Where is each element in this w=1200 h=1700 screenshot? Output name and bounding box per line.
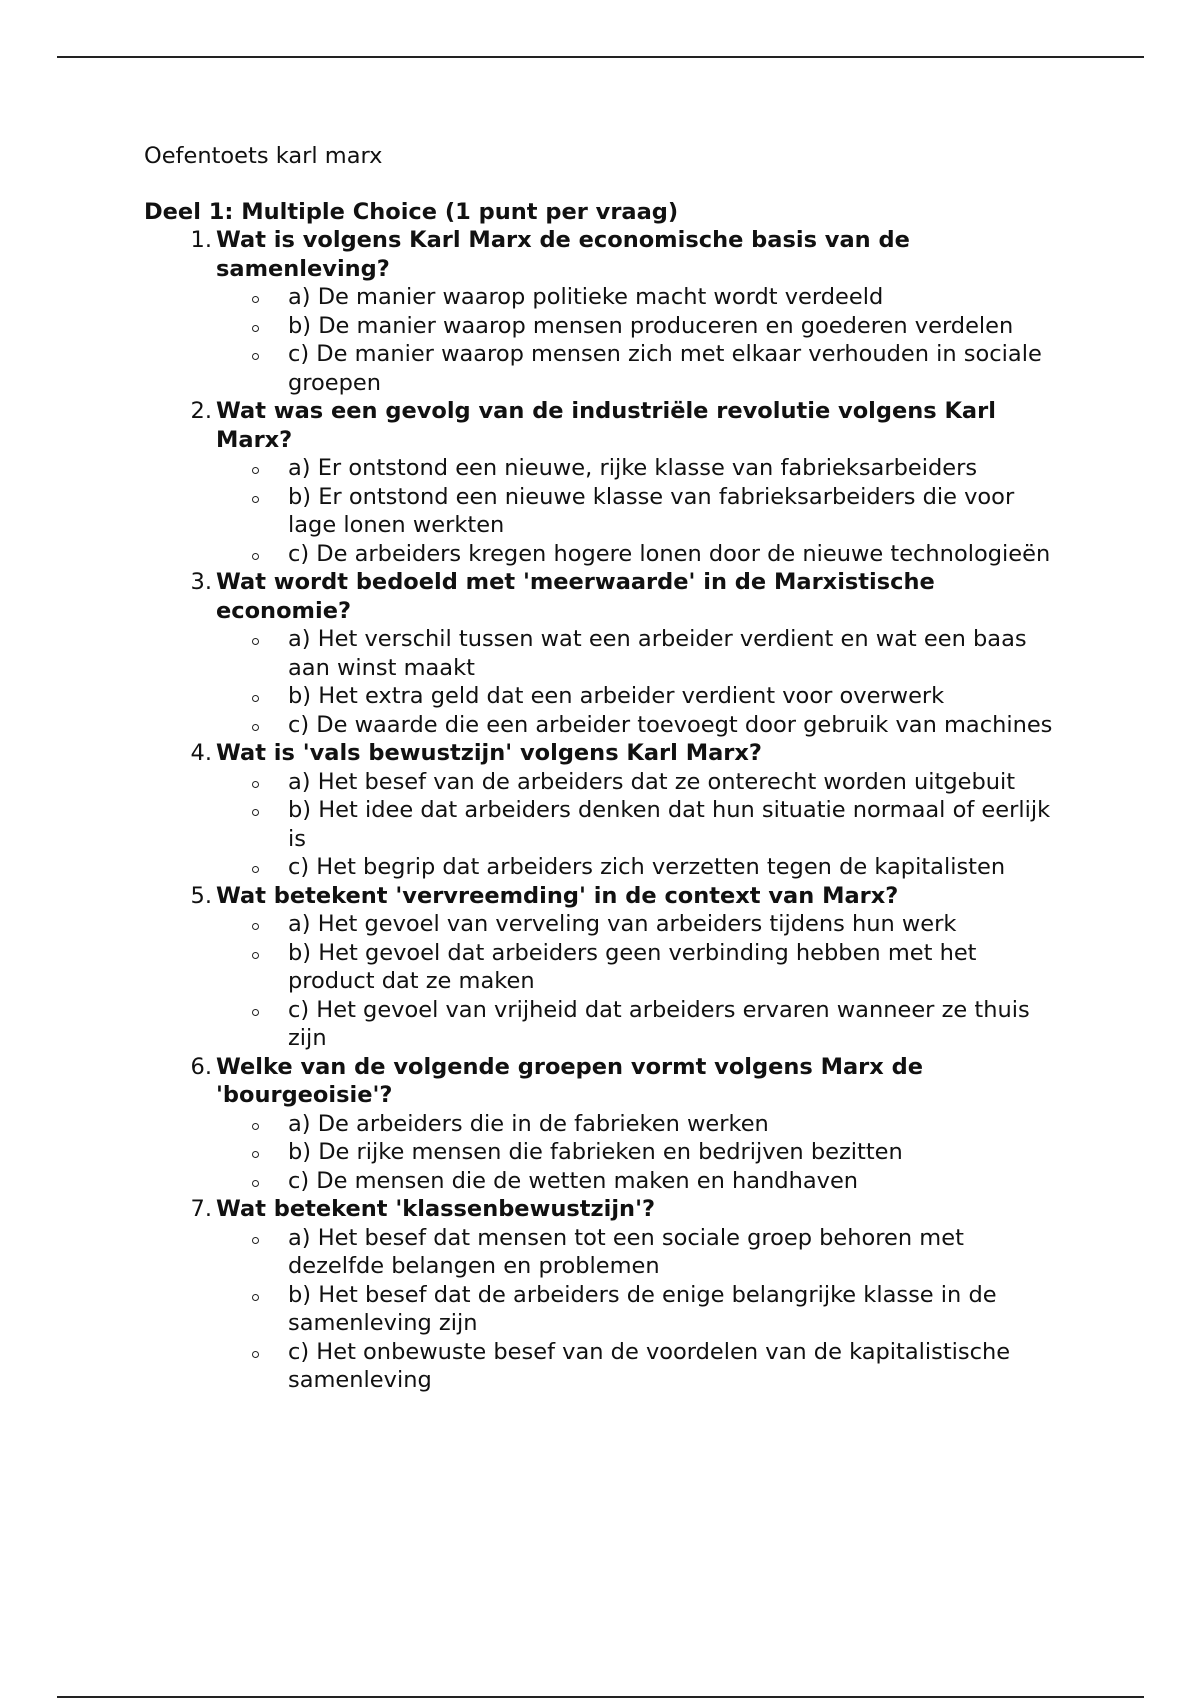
question-number: 1. — [190, 227, 212, 253]
hollow-circle-bullet-icon — [252, 724, 259, 731]
answer-option — [216, 853, 1064, 882]
question-number: 7. — [190, 1196, 212, 1222]
question-number: 5. — [190, 882, 212, 909]
answer-option-text: b) Er ontstond een nieuwe klasse van fabrieksarbeiders die voor lage lonen werkten — [288, 483, 1015, 538]
answer-option — [216, 1167, 1064, 1196]
question-number: 3. — [190, 569, 212, 595]
question-text: Wat betekent 'klassenbewustzijn'? — [216, 1196, 656, 1222]
answer-option-text: a) Het besef van de arbeiders dat ze onterecht worden uitgebuit — [288, 768, 1016, 795]
hollow-circle-bullet-icon — [252, 809, 259, 816]
answer-option — [216, 283, 1064, 312]
answer-option-text: a) Het verschil tussen wat een arbeider verdient en wat een baas aan winst maakt — [288, 626, 1027, 681]
question-item — [144, 1053, 1064, 1196]
answer-option-text: c) De mensen die de wetten maken en handhaven — [288, 1167, 859, 1194]
question-number: 4. — [190, 740, 212, 766]
answer-option — [216, 1281, 1064, 1338]
answer-option-text: b) Het besef dat de arbeiders de enige belangrijke klasse in de samenleving zijn — [288, 1281, 997, 1336]
answer-option — [216, 1338, 1064, 1395]
hollow-circle-bullet-icon — [252, 296, 259, 303]
hollow-circle-bullet-icon — [252, 1151, 259, 1158]
bottom-divider — [57, 1696, 1144, 1698]
answer-option-text: b) Het extra geld dat een arbeider verdient voor overwerk — [288, 683, 945, 709]
answer-option-text: c) Het onbewuste besef van de voordelen van de kapitalistische samenleving — [288, 1338, 1011, 1393]
answer-options — [216, 1110, 1064, 1196]
answer-options — [216, 454, 1064, 568]
answer-option-text: c) De arbeiders kregen hogere lonen door de nieuwe technologieën — [288, 540, 1051, 567]
question-text: Wat wordt bedoeld met 'meerwaarde' in de Marxistische economie? — [216, 569, 935, 624]
document-title: Oefentoets karl marx — [144, 143, 383, 169]
answer-option-text: c) De manier waarop mensen zich met elkaar verhouden in sociale groepen — [288, 341, 1042, 396]
question-text: Wat is 'vals bewustzijn' volgens Karl Marx? — [216, 740, 762, 766]
hollow-circle-bullet-icon — [252, 553, 259, 560]
hollow-circle-bullet-icon — [252, 695, 259, 702]
answer-option — [216, 910, 1064, 939]
hollow-circle-bullet-icon — [252, 952, 259, 959]
question-item — [144, 226, 1064, 397]
answer-option-text: c) De waarde die een arbeider toevoegt door gebruik van machines — [288, 711, 1053, 738]
question-item — [144, 739, 1064, 882]
answer-option — [216, 483, 1064, 540]
answer-options — [216, 625, 1064, 739]
answer-option — [216, 454, 1064, 483]
question-number: 6. — [190, 1053, 212, 1080]
answer-options — [216, 1224, 1064, 1395]
question-item — [144, 397, 1064, 568]
answer-option — [216, 939, 1064, 996]
answer-option — [216, 1110, 1064, 1139]
question-item — [144, 568, 1064, 739]
answer-option — [216, 996, 1064, 1053]
question-text: Welke van de volgende groepen vormt volgens Marx de 'bourgeoisie'? — [216, 1053, 923, 1108]
answer-option — [216, 682, 1064, 711]
hollow-circle-bullet-icon — [252, 781, 259, 788]
question-number: 2. — [190, 398, 212, 424]
answer-option — [216, 711, 1064, 740]
answer-option — [216, 1138, 1064, 1167]
answer-option-text: c) Het begrip dat arbeiders zich verzetten tegen de kapitalisten — [288, 854, 1006, 880]
hollow-circle-bullet-icon — [252, 496, 259, 503]
answer-option — [216, 625, 1064, 682]
answer-options — [216, 910, 1064, 1053]
hollow-circle-bullet-icon — [252, 923, 259, 930]
hollow-circle-bullet-icon — [252, 1180, 259, 1187]
hollow-circle-bullet-icon — [252, 353, 259, 360]
answer-option-text: b) De manier waarop mensen produceren en goederen verdelen — [288, 312, 1014, 339]
answer-option-text: c) Het gevoel van vrijheid dat arbeiders ervaren wanneer ze thuis zijn — [288, 996, 1030, 1051]
answer-option — [216, 1224, 1064, 1281]
answer-option-text: b) Het gevoel dat arbeiders geen verbinding hebben met het product dat ze maken — [288, 939, 977, 994]
answer-option — [216, 768, 1064, 797]
hollow-circle-bullet-icon — [252, 1351, 259, 1358]
answer-options — [216, 768, 1064, 882]
hollow-circle-bullet-icon — [252, 1123, 259, 1130]
answer-option — [216, 312, 1064, 341]
answer-option-text: b) Het idee dat arbeiders denken dat hun situatie normaal of eerlijk is — [288, 797, 1051, 852]
hollow-circle-bullet-icon — [252, 467, 259, 474]
answer-option-text: b) De rijke mensen die fabrieken en bedrijven bezitten — [288, 1139, 903, 1165]
hollow-circle-bullet-icon — [252, 325, 259, 332]
section-heading: Deel 1: Multiple Choice (1 punt per vraag) — [144, 198, 679, 225]
hollow-circle-bullet-icon — [252, 1009, 259, 1016]
answer-option-text: a) Er ontstond een nieuwe, rijke klasse van fabrieksarbeiders — [288, 455, 978, 481]
answer-options — [216, 283, 1064, 397]
question-item — [144, 1195, 1064, 1395]
question-text: Wat is volgens Karl Marx de economische basis van de samenleving? — [216, 227, 910, 282]
document-body — [144, 142, 1064, 1395]
hollow-circle-bullet-icon — [252, 1237, 259, 1244]
top-divider — [57, 56, 1144, 58]
question-text: Wat betekent 'vervreemding' in de context van Marx? — [216, 882, 899, 909]
answer-option-text: a) De manier waarop politieke macht wordt verdeeld — [288, 284, 884, 310]
answer-option-text: a) Het besef dat mensen tot een sociale groep behoren met dezelfde belangen en problemen — [288, 1224, 964, 1279]
question-item — [144, 882, 1064, 1053]
question-list — [144, 226, 1064, 1395]
hollow-circle-bullet-icon — [252, 1294, 259, 1301]
hollow-circle-bullet-icon — [252, 866, 259, 873]
answer-option — [216, 540, 1064, 569]
answer-option — [216, 340, 1064, 397]
question-text: Wat was een gevolg van de industriële revolutie volgens Karl Marx? — [216, 398, 996, 453]
hollow-circle-bullet-icon — [252, 638, 259, 645]
answer-option-text: a) De arbeiders die in de fabrieken werken — [288, 1110, 769, 1137]
answer-option-text: a) Het gevoel van verveling van arbeiders tijdens hun werk — [288, 911, 957, 937]
answer-option — [216, 796, 1064, 853]
